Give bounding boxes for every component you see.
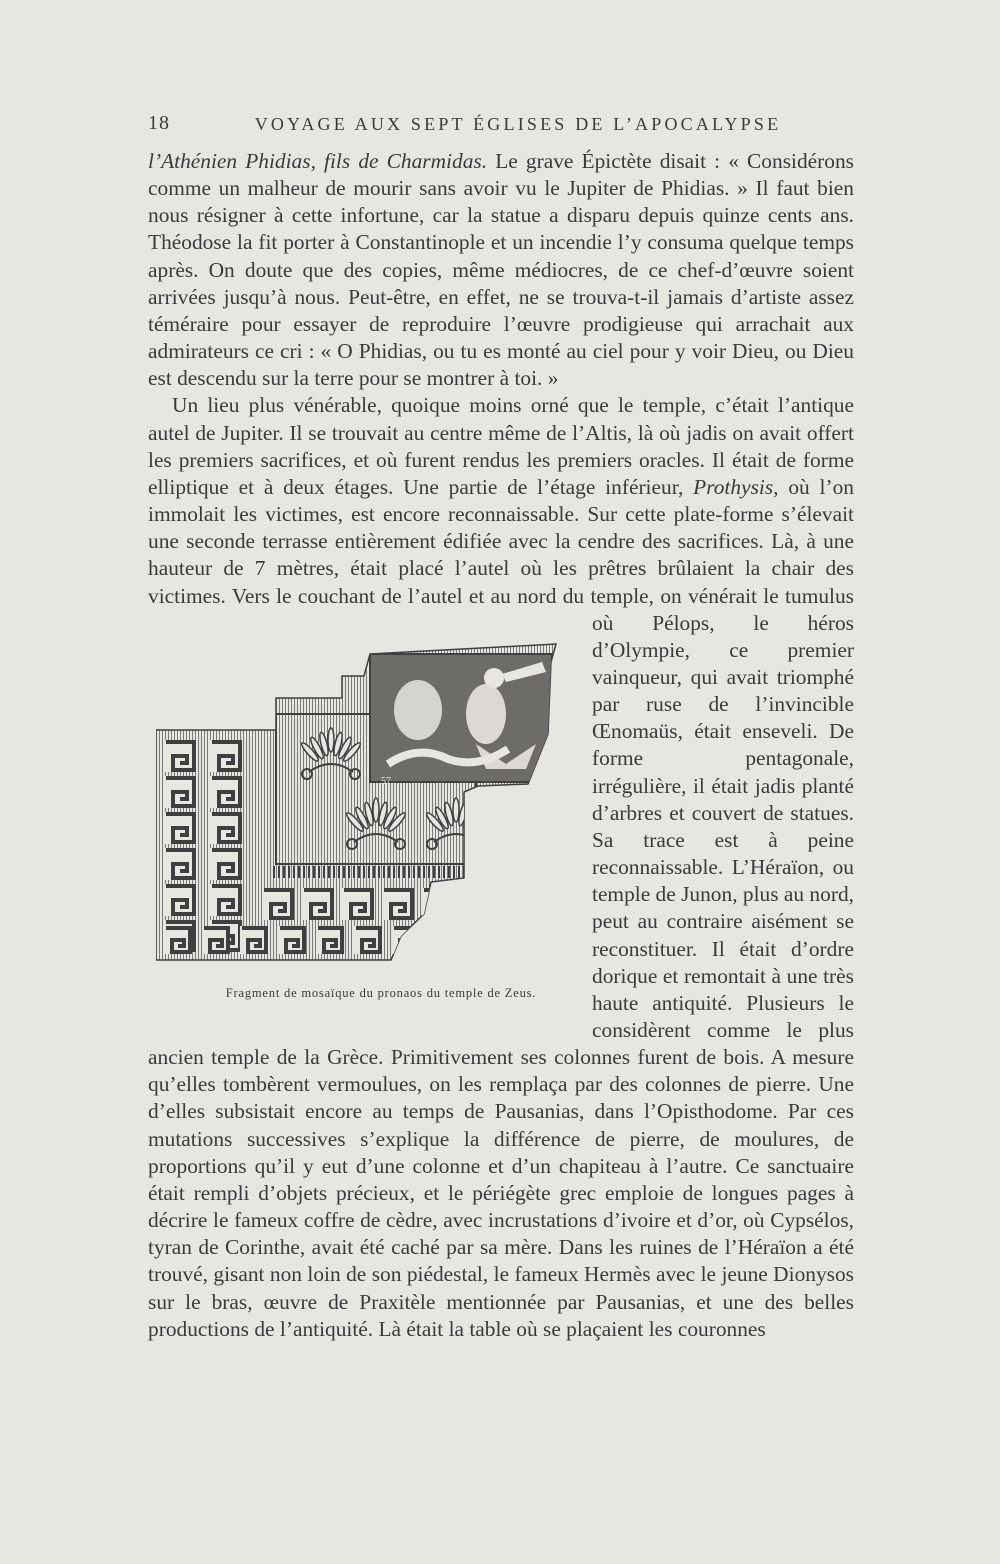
- palmette: [328, 728, 334, 752]
- running-title: VOYAGE AUX SEPT ÉGLISES DE L’APOCALYPSE: [254, 114, 782, 134]
- paragraph-1: [148, 148, 854, 392]
- italic-phrase: l’Athénien Phidias, fils de Charmidas.: [148, 149, 488, 173]
- triton-head: [484, 668, 504, 688]
- paragraph-text: Le grave Épictète disait : « Considérons comme un malheur de mourir sans avoir vu le Jupiter de Phidias. » Il faut bien nous résigner à cette infortune, car la statue a disparu depuis quinze cents ans. Théodose la fit porter à Constantinople et un incendie l’y consuma quelque temps après. On doute que des copies, même médiocres, de ce chef-d’œuvre soient arrivées jusqu’à nous. Peut-être, en effet, ne se trouva-t-il jamais d’artiste assez téméraire pour essayer de reproduire l’œuvre prodigieuse qui arrachait aux admirateurs ce cri : « O Phidias, ou tu es monté au ciel pour y voir Dieu, ou Dieu est descendu sur la terre pour se montrer à toi. »: [148, 149, 854, 391]
- meander-key: [464, 890, 492, 918]
- italic-term-prothysis: Prothysis,: [693, 474, 779, 499]
- paragraph-text-after-part2: rait le tumulus où Pélops, le héros d’Olympie, ce premier vainqueur, qui avait triomphé par ruse de l’invincible Œnomaüs, était enseveli. De forme pentagonale, irrégulière, il était jadis planté d’arbres et couvert de statues. Sa trace est à peine reconnaissable. L’Héraïon, ou temple de Junon, plus au nord, peut au contraire aisément se reconstituer. Il était d’ordre dorique et remontait à une très haute antiquité. Plusieurs le considèrent comme le plus ancien temple de la Grèce. Primitivement ses colonnes furent de bois. A mesure qu’elles tombèrent vermoulues, on les remplaça par des colonnes de pierre. Une d’elles subsistait encore au temps de Pausanias, dans l’Opisthodome. Par ces mutations successives s’explique la différence de pierre, de moulures, de proportions qu’il y eut d’une colonne et d’un chapiteau à l’autre. Ce sanctuaire était rempli d’objets précieux, et le périégète grec emploie de longues pages à décrire le fameux coffre de cèdre, avec incrustations d’ivoire et d’or, où Cypsélos, tyran de Corinthe, avait été caché par sa mère. Dans les ruines de l’Héraïon a été trouvé, gisant non loin de son piédestal, le fameux Hermès avec le jeune Dionysos sur le bras, œuvre de Praxitèle mentionnée par Pausanias, et une des belles productions de l’antiquité. Là était la table où se plaçaient les couronnes: [148, 583, 854, 1341]
- engraving-number: 57: [381, 775, 391, 787]
- body-text: [148, 148, 854, 1343]
- page-header: [148, 112, 852, 142]
- paragraph-2: [148, 392, 854, 1342]
- palmette: [373, 798, 379, 822]
- page-number: 18: [148, 112, 170, 134]
- paragraph-text-after: [148, 475, 854, 1341]
- mosaic-engraving-image: [156, 614, 576, 974]
- palmette: [453, 798, 459, 822]
- meander-key: [504, 890, 532, 918]
- meander-key: [432, 928, 456, 952]
- figure-caption: Fragment de mosaïque du pronaos du temple de Zeus.: [225, 985, 537, 1000]
- paragraph-text-before: Un lieu plus vénérable, quoique moins orné que le temple, c’était l’antique autel de Jupiter. Il se trouvait au centre même de l’Altis, là où jadis on avait offert les premiers sacrifices, et où furent rendus les premiers oracles. Il était de forme elliptique et à deux étages. Une partie de l’étage inférieur,: [148, 393, 854, 499]
- sea-creature: [394, 680, 442, 740]
- palmette: [467, 811, 488, 833]
- paragraph-text-after-part1: où l’on immolait les victimes, est encore reconnaissable. Sur cette plate-forme s’élevait une seconde terrasse entièrement édifiée avec la cendre des sacrifices. Là, à une hauteur de 7 mètres, était placé l’autel où les prêtres brûlaient la chair des victimes. Vers le couchant de l’autel et au nord du temple, on véné: [148, 474, 855, 608]
- triton-figure: [466, 684, 506, 744]
- mosaic-figure: [146, 610, 578, 1042]
